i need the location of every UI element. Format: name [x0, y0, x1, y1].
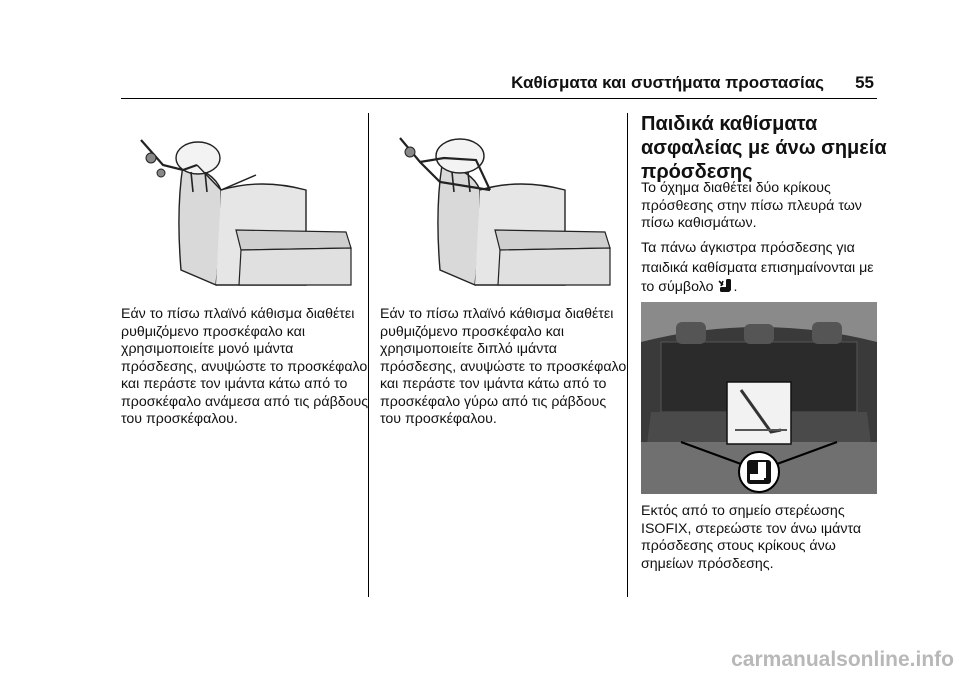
page-number: 55 [855, 73, 874, 92]
section-heading: Παιδικά καθίσματα ασφαλείας με άνω σημεία πρόσδεσης [641, 113, 887, 183]
top-tether-anchor-icon [717, 278, 733, 301]
column3-paragraph-1: Το όχημα διαθέτει δύο κρίκους πρόσθεσης στην πίσω πλευρά των πίσω καθισμάτων. [641, 180, 862, 231]
trunk-tether-anchors-photo [641, 302, 877, 494]
column3-paragraph-2-text: Τα πάνω άγκιστρα πρόσδεσης για παιδικά καθίσματα επισημαίνονται με το σύμβολο [641, 240, 874, 295]
column3-paragraph-2 [641, 239, 881, 301]
column1-paragraph: Εάν το πίσω πλαϊνό κάθισμα διαθέτει ρυθμιζόμενο προσκέφαλο και χρησιμοποιείτε μονό ιμάντα πρόσδεσης, ανυψώστε το προσκέφαλο και περάστε τον ιμάντα κάτω από το προσκέφαλο ανάμεσα από τις ράβδους του προσκέφαλου. [121, 306, 369, 427]
column3-paragraph-2-end: . [733, 279, 738, 295]
rear-seat-single-strap-illustration [121, 130, 356, 290]
column2-paragraph: Εάν το πίσω πλαϊνό κάθισμα διαθέτει ρυθμιζόμενο προσκέφαλο και χρησιμοποιείτε διπλό ιμάντα πρόσδεσης, ανυψώστε το προσκέφαλο και περάστε τον ιμάντα κάτω από το προσκέφαλο γύρω από τις ράβδους του προσκέφαλου. [380, 306, 627, 427]
page-header-title: Καθίσματα και συστήματα προστασίας [511, 73, 824, 92]
watermark: carmanualsonline.info [731, 648, 954, 671]
rear-seat-dual-strap-illustration [380, 130, 615, 290]
figure-caption: Εκτός από το σημείο στερέωσης ISOFIX, στερεώστε τον άνω ιμάντα πρόσδεσης στους κρίκους άνω σημείων πρόσδεσης. [641, 503, 862, 572]
header-divider [121, 98, 877, 99]
